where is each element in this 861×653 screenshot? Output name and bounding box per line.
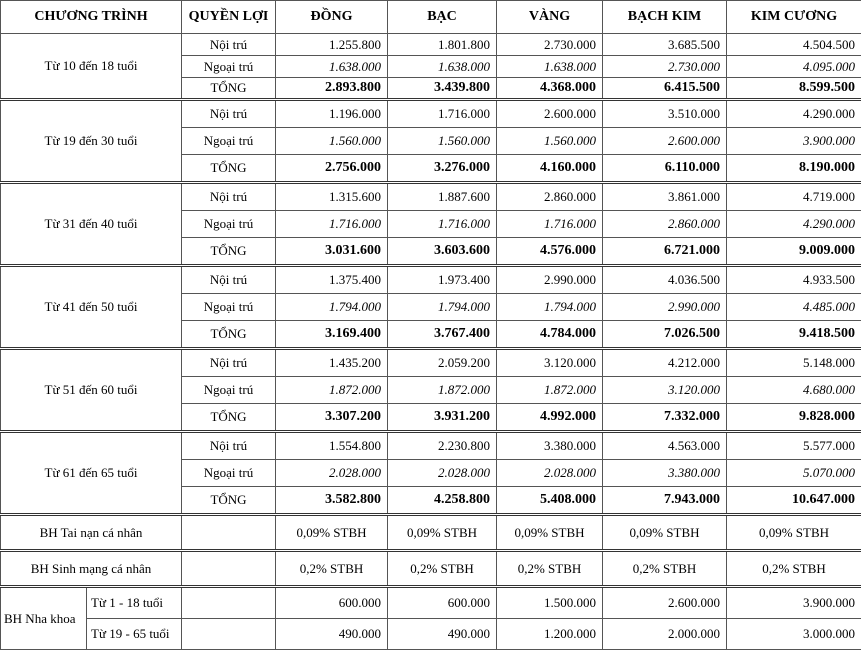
row-noi [1,349,861,377]
premium-cell: 1.638.000 [497,56,603,78]
dental-sub-label: Từ 19 - 65 tuổi [87,619,182,650]
header-dong: ĐỒNG [276,1,388,34]
dental-value: 2.600.000 [603,587,727,619]
premium-cell: 1.255.800 [276,34,388,56]
age-groups [1,34,861,515]
premium-cell: 6.415.500 [603,78,727,100]
premium-cell: 5.408.000 [497,487,603,515]
header-row [1,1,861,34]
dental-value: 2.000.000 [603,619,727,650]
premium-cell: 4.719.000 [727,183,861,211]
premium-cell: 1.872.000 [388,377,497,404]
premium-cell: 2.230.800 [388,432,497,460]
premium-cell: 3.031.600 [276,238,388,266]
dental-benefit-empty [182,587,276,619]
premium-cell: 4.036.500 [603,266,727,294]
premium-cell: 1.716.000 [497,211,603,238]
premium-cell: 3.120.000 [603,377,727,404]
dental-value: 1.500.000 [497,587,603,619]
premium-cell: 2.860.000 [603,211,727,238]
premium-cell: 2.756.000 [276,155,388,183]
dental-value: 600.000 [388,587,497,619]
benefit-label-tong: TỔNG [182,155,276,183]
accident-value: 0,09% STBH [727,515,861,551]
benefit-label-noi: Nội trú [182,432,276,460]
life-value: 0,2% STBH [727,551,861,587]
premium-cell: 3.510.000 [603,100,727,128]
premium-cell: 3.169.400 [276,321,388,349]
header-benefit: QUYỀN LỢI [182,1,276,34]
premium-cell: 3.685.500 [603,34,727,56]
premium-cell: 1.435.200 [276,349,388,377]
premium-cell: 4.212.000 [603,349,727,377]
premium-cell: 3.767.400 [388,321,497,349]
extras [1,515,861,650]
premium-cell: 1.716.000 [276,211,388,238]
dental-label: BH Nha khoa [1,587,87,650]
dental-value: 3.900.000 [727,587,861,619]
premium-cell: 4.290.000 [727,100,861,128]
accident-label: BH Tai nạn cá nhân [1,515,182,551]
premium-cell: 7.943.000 [603,487,727,515]
life-label: BH Sinh mạng cá nhân [1,551,182,587]
premium-cell: 1.716.000 [388,100,497,128]
age-group-label: Từ 10 đến 18 tuổi [1,34,182,100]
premium-cell: 4.485.000 [727,294,861,321]
premium-cell: 3.900.000 [727,128,861,155]
premium-cell: 2.990.000 [497,266,603,294]
premium-cell: 1.801.800 [388,34,497,56]
premium-cell: 4.504.500 [727,34,861,56]
age-group-label: Từ 41 đến 50 tuổi [1,266,182,349]
premium-cell: 4.576.000 [497,238,603,266]
premium-cell: 2.730.000 [603,56,727,78]
premium-cell: 2.860.000 [497,183,603,211]
age-group-label: Từ 51 đến 60 tuổi [1,349,182,432]
premium-cell: 1.638.000 [388,56,497,78]
premium-cell: 1.872.000 [497,377,603,404]
premium-cell: 1.872.000 [276,377,388,404]
benefit-label-tong: TỔNG [182,321,276,349]
premium-cell: 1.638.000 [276,56,388,78]
premium-cell: 1.794.000 [388,294,497,321]
premium-cell: 1.554.800 [276,432,388,460]
benefit-label-tong: TỔNG [182,238,276,266]
premium-cell: 2.600.000 [603,128,727,155]
life-value: 0,2% STBH [276,551,388,587]
premium-cell: 2.893.800 [276,78,388,100]
premium-cell: 7.332.000 [603,404,727,432]
premium-cell: 3.931.200 [388,404,497,432]
premium-cell: 1.315.600 [276,183,388,211]
dental-row [1,587,861,619]
premium-cell: 4.258.800 [388,487,497,515]
row-noi [1,266,861,294]
accident-value: 0,09% STBH [497,515,603,551]
row-noi [1,432,861,460]
premium-cell: 3.120.000 [497,349,603,377]
accident-row [1,515,861,551]
premium-cell: 4.933.500 [727,266,861,294]
premium-cell: 4.680.000 [727,377,861,404]
benefit-label-noi: Nội trú [182,100,276,128]
premium-cell: 4.368.000 [497,78,603,100]
premium-cell: 2.028.000 [276,460,388,487]
benefit-label-ngoai: Ngoại trú [182,211,276,238]
benefit-label-ngoai: Ngoại trú [182,377,276,404]
premium-cell: 3.603.600 [388,238,497,266]
benefit-label-ngoai: Ngoại trú [182,56,276,78]
premium-cell: 8.599.500 [727,78,861,100]
premium-cell: 1.560.000 [388,128,497,155]
dental-value: 490.000 [276,619,388,650]
benefit-label-tong: TỔNG [182,404,276,432]
premium-cell: 1.375.400 [276,266,388,294]
premium-cell: 3.380.000 [497,432,603,460]
premium-cell: 3.861.000 [603,183,727,211]
age-group-label: Từ 19 đến 30 tuổi [1,100,182,183]
age-group-label: Từ 61 đến 65 tuổi [1,432,182,515]
premium-cell: 9.418.500 [727,321,861,349]
premium-cell: 4.290.000 [727,211,861,238]
premium-cell: 2.600.000 [497,100,603,128]
benefit-label-tong: TỔNG [182,78,276,100]
premium-cell: 5.070.000 [727,460,861,487]
premium-cell: 9.828.000 [727,404,861,432]
premium-cell: 1.794.000 [497,294,603,321]
premium-cell: 10.647.000 [727,487,861,515]
accident-benefit-empty [182,515,276,551]
dental-sub-label: Từ 1 - 18 tuổi [87,587,182,619]
premium-cell: 2.059.200 [388,349,497,377]
header-program: CHƯƠNG TRÌNH [1,1,182,34]
life-value: 0,2% STBH [497,551,603,587]
age-group-label: Từ 31 đến 40 tuổi [1,183,182,266]
premium-cell: 4.095.000 [727,56,861,78]
premium-cell: 4.160.000 [497,155,603,183]
life-value: 0,2% STBH [603,551,727,587]
premium-cell: 4.784.000 [497,321,603,349]
dental-value: 490.000 [388,619,497,650]
premium-cell: 7.026.500 [603,321,727,349]
premium-cell: 3.276.000 [388,155,497,183]
header-kimcuong: KIM CƯƠNG [727,1,861,34]
premium-cell: 6.110.000 [603,155,727,183]
life-row [1,551,861,587]
dental-value: 1.200.000 [497,619,603,650]
premium-cell: 5.148.000 [727,349,861,377]
premium-cell: 1.560.000 [276,128,388,155]
accident-value: 0,09% STBH [276,515,388,551]
premium-cell: 1.196.000 [276,100,388,128]
benefit-label-ngoai: Ngoại trú [182,128,276,155]
row-noi [1,34,861,56]
row-noi [1,183,861,211]
premium-cell: 9.009.000 [727,238,861,266]
premium-cell: 4.992.000 [497,404,603,432]
dental-row [1,619,861,650]
premium-cell: 1.716.000 [388,211,497,238]
benefit-label-noi: Nội trú [182,34,276,56]
header-vang: VÀNG [497,1,603,34]
premium-cell: 2.028.000 [497,460,603,487]
life-value: 0,2% STBH [388,551,497,587]
premium-cell: 1.794.000 [276,294,388,321]
premium-cell: 3.380.000 [603,460,727,487]
benefit-label-noi: Nội trú [182,183,276,211]
benefit-label-ngoai: Ngoại trú [182,294,276,321]
row-noi [1,100,861,128]
life-benefit-empty [182,551,276,587]
premium-cell: 1.973.400 [388,266,497,294]
premium-cell: 2.028.000 [388,460,497,487]
premium-cell: 3.307.200 [276,404,388,432]
benefit-label-tong: TỔNG [182,487,276,515]
header-bac: BẠC [388,1,497,34]
accident-value: 0,09% STBH [388,515,497,551]
benefit-label-noi: Nội trú [182,349,276,377]
premium-cell: 1.887.600 [388,183,497,211]
premium-cell: 8.190.000 [727,155,861,183]
premium-cell: 3.582.800 [276,487,388,515]
premium-cell: 6.721.000 [603,238,727,266]
premium-cell: 1.560.000 [497,128,603,155]
accident-value: 0,09% STBH [603,515,727,551]
dental-benefit-empty [182,619,276,650]
dental-value: 3.000.000 [727,619,861,650]
dental-value: 600.000 [276,587,388,619]
benefit-label-noi: Nội trú [182,266,276,294]
premium-cell: 3.439.800 [388,78,497,100]
benefit-label-ngoai: Ngoại trú [182,460,276,487]
premium-cell: 5.577.000 [727,432,861,460]
premium-cell: 2.990.000 [603,294,727,321]
premium-cell: 4.563.000 [603,432,727,460]
header-bachkim: BẠCH KIM [603,1,727,34]
premium-cell: 2.730.000 [497,34,603,56]
